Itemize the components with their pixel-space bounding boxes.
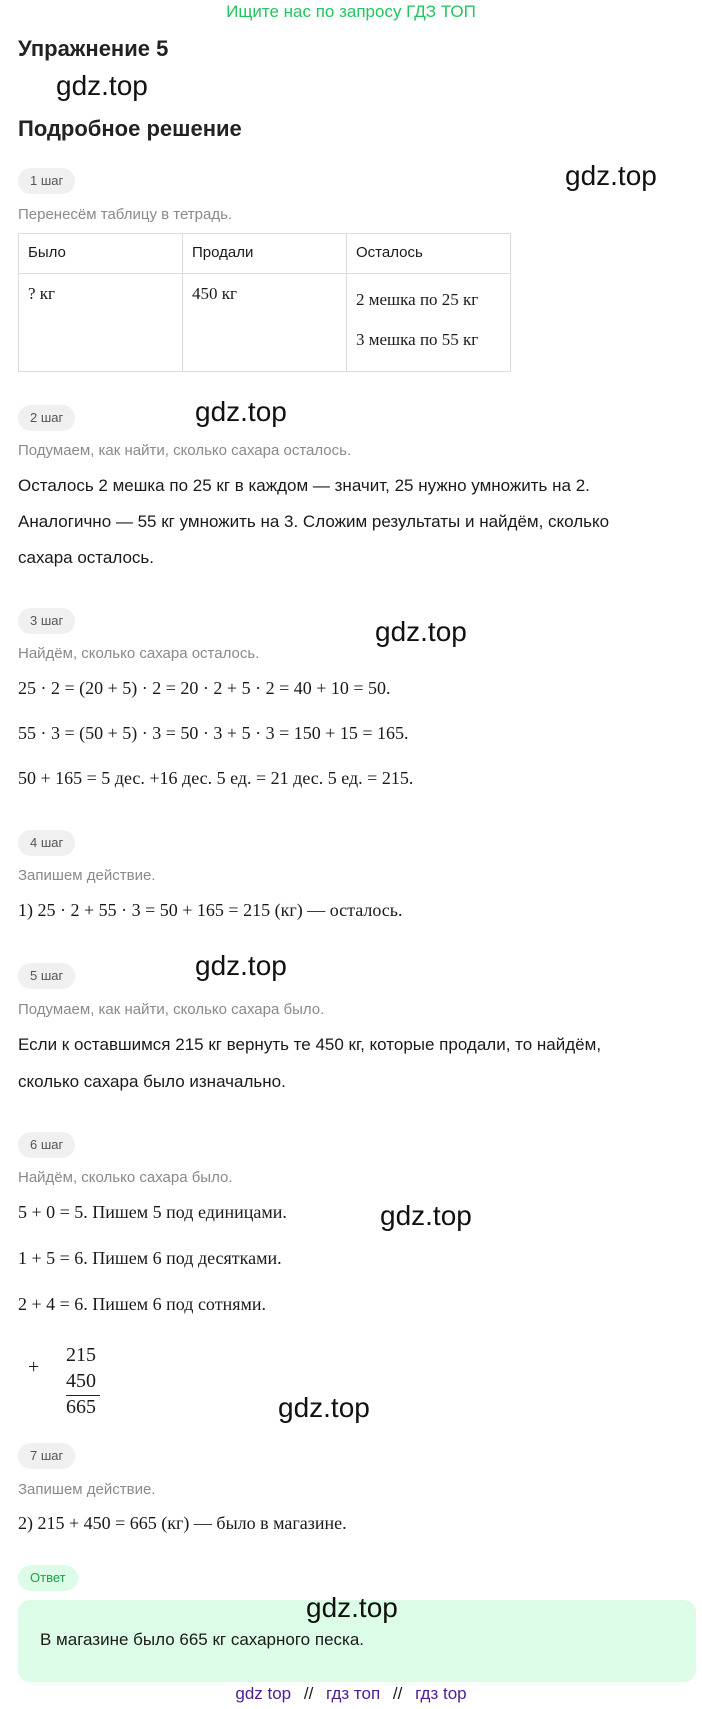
calc-line: 25 · 2 = (20 + 5) · 2 = 20 · 2 + 5 · 2 = 40 + 10 = 50. — [18, 678, 391, 698]
addend-1: 215 — [66, 1344, 96, 1366]
watermark: gdz.top — [380, 1200, 472, 1231]
table-header-sold: Продали — [183, 234, 347, 274]
step-hint: Перенесём таблицу в тетрадь. — [18, 206, 233, 223]
watermark: gdz.top — [306, 1592, 398, 1623]
plus-sign: + — [28, 1356, 40, 1378]
calc-line: 55 · 3 = (50 + 5) · 3 = 50 · 3 + 5 · 3 = 150 + 15 = 165. — [18, 723, 409, 743]
step-hint: Запишем действие. — [18, 867, 156, 884]
step-badge: 5 шаг — [18, 963, 75, 989]
calc-line: 50 + 165 = 5 дес. +16 дес. 5 ед. = 21 дес. 5 ед. = 215. — [18, 768, 414, 788]
calc-line: 2) 215 + 450 = 665 (кг) — было в магазине. — [18, 1513, 347, 1533]
step-badge: 6 шаг — [18, 1132, 75, 1158]
exercise-title: Упражнение 5 — [18, 36, 169, 61]
watermark: gdz.top — [565, 160, 657, 191]
sum-result: 665 — [66, 1396, 96, 1418]
solution-title: Подробное решение — [18, 116, 242, 141]
data-table — [18, 233, 511, 372]
paragraph-line: сахара осталось. — [18, 548, 154, 567]
footer-link[interactable]: gdz top — [235, 1684, 292, 1703]
table-cell-was: ? кг — [19, 274, 183, 372]
step-hint: Запишем действие. — [18, 1481, 156, 1498]
calc-line: 2 + 4 = 6. Пишем 6 под сотнями. — [18, 1294, 267, 1314]
step-hint: Подумаем, как найти, сколько сахара осталось. — [18, 442, 352, 459]
footer-separator: // — [303, 1684, 314, 1703]
paragraph-line: Если к оставшимся 215 кг вернуть те 450 кг, которые продали, то найдём, — [18, 1035, 602, 1054]
step-hint: Найдём, сколько сахара осталось. — [18, 645, 260, 662]
search-banner: Ищите нас по запросу ГДЗ ТОП — [226, 2, 476, 21]
calc-line: 5 + 0 = 5. Пишем 5 под единицами. — [18, 1202, 287, 1222]
table-header-was: Было — [19, 234, 183, 274]
step-badge: 3 шаг — [18, 608, 75, 634]
table-cell-left: 2 мешка по 25 кг 3 мешка по 55 кг — [347, 274, 511, 372]
answer-text: В магазине было 665 кг сахарного песка. — [40, 1630, 365, 1649]
paragraph-line: Осталось 2 мешка по 25 кг в каждом — значит, 25 нужно умножить на 2. — [18, 476, 590, 495]
calc-line: 1 + 5 = 6. Пишем 6 под десятками. — [18, 1248, 282, 1268]
paragraph-line: Аналогично — 55 кг умножить на 3. Сложим результаты и найдём, сколько — [18, 512, 610, 531]
table-header-left: Осталось — [347, 234, 511, 274]
footer-link[interactable]: гдз топ — [326, 1684, 381, 1703]
step-hint: Найдём, сколько сахара было. — [18, 1169, 233, 1186]
paragraph-line: сколько сахара было изначально. — [18, 1072, 286, 1091]
watermark: gdz.top — [278, 1392, 370, 1423]
watermark: gdz.top — [56, 70, 148, 101]
step-badge: 1 шаг — [18, 168, 75, 194]
footer-links — [0, 1684, 702, 1704]
answer-badge: Ответ — [18, 1565, 78, 1591]
footer-separator: // — [392, 1684, 403, 1703]
step-badge: 4 шаг — [18, 830, 75, 856]
step-hint: Подумаем, как найти, сколько сахара было. — [18, 1001, 325, 1018]
step-badge: 7 шаг — [18, 1443, 75, 1469]
table-cell-sold: 450 кг — [183, 274, 347, 372]
watermark: gdz.top — [195, 396, 287, 427]
watermark: gdz.top — [375, 616, 467, 647]
watermark: gdz.top — [195, 950, 287, 981]
calc-line: 1) 25 · 2 + 55 · 3 = 50 + 165 = 215 (кг) — осталось. — [18, 900, 403, 920]
addend-2: 450 — [66, 1370, 96, 1392]
footer-link[interactable]: гдз top — [415, 1684, 467, 1703]
step-badge: 2 шаг — [18, 405, 75, 431]
